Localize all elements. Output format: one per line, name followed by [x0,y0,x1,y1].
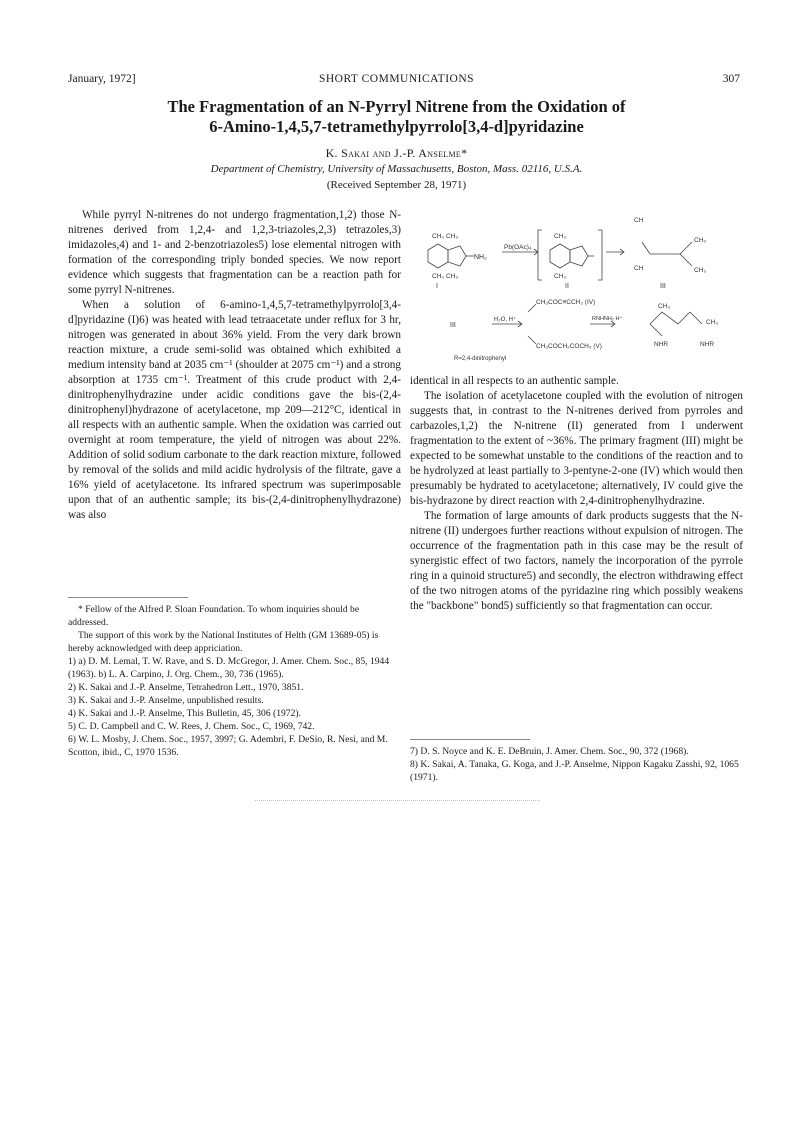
methyl-label: CH₃ [706,319,719,326]
footnotes-right [410,745,743,784]
compound-I-label: I [436,283,438,290]
reaction-scheme [410,212,745,362]
paragraph: When a solution of 6-amino-1,4,5,7-tetramethylpyrrolo[3,4-d]pyridazine (I)6) was heated with lead tetraacetate under reflux for 3 hr, nitrogen was generated in about 36% yield. From the very dark brown reaction mixture, a crude semi-solid was obtained which exhibited a medium intensity band at 2035 cm⁻¹ (shoulder at 2075 cm⁻¹) and a strong absorption at 1735 cm⁻¹. Treatment of this crude product with 2,4-dinitrophenylhydrazine under acidic conditions gave the bis-(2,4-dinitrophenyl)hydrazone of acetylacetone, mp 209—212°C, identical in all respects with an authentic sample. When the oxidation was carried out overnight at room temperature, the yield of nitrogen was about 22%. Addition of solid sodium carbonate to the dark reaction mixture, followed by removal of the solids and mild acidic hydrolysis of the filtrate, gave a 16% yield of acetylacetone. Its infrared spectrum was superimposable upon that of an authentic sample; its bis-(2,4-dinitrophenylhydrazone) was also [68,299,401,521]
running-date: January, 1972] [68,73,136,85]
footnote: 4) K. Sakai and J.-P. Anselme, This Bulletin, 45, 306 (1972). [68,708,301,719]
methyl-label: CH₃ [694,267,707,274]
methyl-label: CH₃ [554,273,567,280]
pyridazine-ring-II [550,244,570,268]
footnote: * Fellow of the Alfred P. Sloan Foundation. To whom inquiries should be addressed. [68,604,360,628]
bottom-rule [255,800,540,801]
footnote: 5) C. D. Campbell and C. W. Rees, J. Chem. Soc., C, 1969, 742. [68,721,315,732]
page-number: 307 [722,73,740,85]
paragraph: While pyrryl N-nitrenes do not undergo fragmentation,1,2) those N-nitrenes derived from 1,2,4- and 1,2,3-triazoles,2,3) tetrazoles,3) imidazoles,4) and 1- and 2-benzotriazoles5) lose elemental nitrogen with formation of the corresponding triply bonded species. We now report evidence which suggests that fragmentation can be a reaction path for some pyrryl N-nitrenes. [68,209,401,296]
footnotes-left [68,603,401,759]
acetylacetone-label: CH₃COCH₂COCH₃ (V) [536,343,602,350]
paragraph: The isolation of acetylacetone coupled with the evolution of nitrogen suggests that, in contrast to the N-nitrenes derived from pyrroles and carbazoles,1,2) the N-nitrene (II) generated from I underwent fragmentation to the extent of ~36%. The primary fragment (III) might be expected to be somewhat unstable to the conditions of the reaction and to be hydrolyzed at least partially to 3-pentyne-2-one (IV) which would then presumably be hydrated to acetylacetone; alternatively, IV could give the bis-hydrazone by direct reaction with 2,4-dinitrophenylhydrazine. [410,390,743,507]
received-date: (Received September 28, 1971) [326,179,467,191]
paragraph: identical in all respects to an authentic sample. [410,375,619,387]
methyl-label: CH₃ [432,273,445,280]
footnote: 3) K. Sakai and J.-P. Anselme, unpublished results. [68,695,264,706]
r-definition: R=2,4-dinitrophenyl [454,356,507,362]
right-column [410,374,743,614]
pyrrole-ring-II [570,246,588,266]
authors: K. Sakai and J.-P. Anselme* [325,146,468,160]
methyl-label: CH₃ [446,233,459,240]
hydrazine-label: RNHNH₂ H⁺ [592,316,623,322]
left-column [68,208,401,523]
running-section: SHORT COMMUNICATIONS [318,73,475,85]
nhr-label: NHR [654,341,669,348]
footnote: 7) D. S. Noyce and K. E. DeBruin, J. Amer. Chem. Soc., 90, 372 (1968). [410,746,689,757]
footnote: The support of this work by the National Institutes of Helth (GM 13689-05) is hereby acknowledged with deep appriciation. [68,630,379,654]
title-line-2: 6-Amino-1,4,5,7-tetramethylpyrrolo[3,4-d]pyridazine [209,117,584,136]
compound-III-ref: III [450,322,456,329]
footnote-rule [68,597,188,598]
compound-II-label: II [565,283,569,290]
hydrolysis-label: H₂O, H⁺ [494,317,517,323]
methyl-label: CH₃ [694,237,707,244]
nhr-label: NHR [700,341,715,348]
footnote: 1) a) D. M. Lemal, T. W. Rave, and S. D. McGregor, J. Amer. Chem. Soc., 85, 1944 (1963). b) L. A. Carpino, J. Org. Chem., 30, 736 (1965). [68,656,390,680]
ch-label: CH [634,217,644,224]
footnote: 2) K. Sakai and J.-P. Anselme, Tetrahedron Lett., 1970, 3851. [68,682,304,693]
ynone-label: CH₃COC≡CCH₃ (IV) [536,299,596,306]
footnote: 8) K. Sakai, A. Tanaka, G. Koga, and J.-P. Anselme, Nippon Kagaku Zasshi, 92, 1065 (1971). [410,759,739,783]
bracket-right [598,230,602,280]
methyl-label: CH₃ [554,233,567,240]
paragraph: The formation of large amounts of dark products suggests that the N-nitrene (II) undergoes further reactions without expulsion of nitrogen. The occurrence of the fragmentation path in this case may be the result of synergistic effect of two factors, namely the incorporation of the pyrrole ring in a quinoid structure5) and secondly, the electron withdrawing effect of the two nitrogen atoms of the pyridazine ring which possibly weakens the "backbone" bond5) sufficiently so that fragmentation can occur. [410,510,743,612]
compound-III-label: III [660,283,666,290]
title-line-1: The Fragmentation of an N-Pyrryl Nitrene from the Oxidation of [167,97,626,116]
footnote: 6) W. L. Mosby, J. Chem. Soc., 1957, 3997; G. Adembri, F. DeSio, R. Nesi, and M. Scotton, ibid., C, 1970 1536. [68,734,388,758]
amino-label: NH₂ [474,254,487,261]
methyl-label: CH₃ [432,233,445,240]
affiliation: Department of Chemistry, University of Massachusetts, Boston, Mass. 02116, U.S.A. [210,163,583,175]
ch-label: CH [634,265,644,272]
methyl-label: CH₃ [446,273,459,280]
bracket-left [538,230,542,280]
pyridazine-ring-I [428,244,448,268]
pyrrole-ring-I [448,246,466,266]
footnote-rule [410,739,530,740]
methyl-label: CH₃ [658,303,671,310]
reagent-label: Pb(OAc)₄ [504,244,532,251]
